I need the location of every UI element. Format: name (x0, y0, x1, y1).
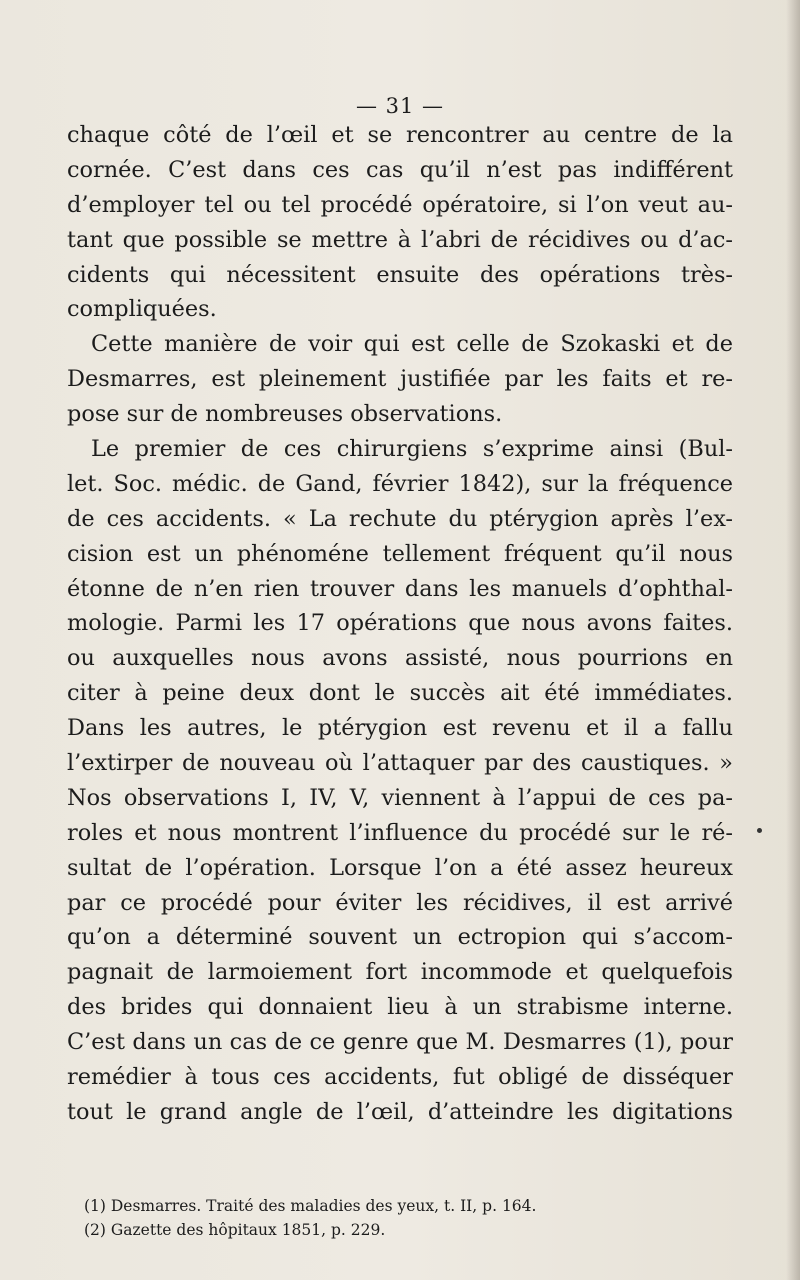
text-line: des brides qui donnaient lieu à un strabisme interne. (67, 994, 733, 1021)
text-line: chaque côté de l’œil et se rencontrer au centre de la (67, 122, 733, 148)
text-line: qu’on a déterminé souvent un ectropion qui s’accom- (67, 924, 733, 951)
footnote: (1) Desmarres. Traité des maladies des yeux, t. II, p. 164. (84, 1197, 537, 1215)
text-line: pose sur de nombreuses observations. (67, 401, 503, 428)
paragraph-start-line: Le premier de ces chirurgiens s’exprime ainsi (Bul- (91, 436, 733, 463)
body-text (67, 118, 733, 1130)
text-line: cidents qui nécessitent ensuite des opérations très- (67, 261, 733, 288)
footnote: (2) Gazette des hôpitaux 1851, p. 229. (84, 1220, 386, 1239)
text-line: roles et nous montrent l’influence du procédé sur le ré- (67, 819, 733, 846)
text-line: mologie. Parmi les 17 opérations que nous avons faites. (67, 610, 733, 637)
text-line: étonne de n’en rien trouver dans les manuels d’ophthal- (67, 575, 733, 602)
text-line: ou auxquelles nous avons assisté, nous pourrions en (67, 645, 733, 672)
text-line: tout le grand angle de l’œil, d’atteindre les digitations (67, 1098, 733, 1125)
page-number: — 31 — (355, 94, 445, 118)
paragraph-start-line: Cette manière de voir qui est celle de Szokaski et de (91, 331, 733, 358)
text-line: C’est dans un cas de ce genre que M. Desmarres (1), pour (67, 1029, 733, 1056)
text-line: pagnait de larmoiement fort incommode et quelquefois (67, 959, 733, 986)
text-line: Desmarres, est pleinement justifiée par les faits et re- (67, 366, 733, 393)
text-line: compliquées. (67, 296, 217, 323)
page-edge-shadow (786, 0, 800, 1280)
text-line: let. Soc. médic. de Gand, février 1842), sur la fréquence (67, 470, 733, 497)
text-line: remédier à tous ces accidents, fut obligé de disséquer (67, 1064, 733, 1091)
text-line: d’employer tel ou tel procédé opératoire, si l’on veut au- (67, 191, 733, 218)
text-line: par ce procédé pour éviter les récidives, il est arrivé (67, 889, 733, 916)
text-line: Nos observations I, IV, V, viennent à l’appui de ces pa- (67, 784, 733, 811)
text-line: cornée. C’est dans ces cas qu’il n’est pas indifférent (67, 156, 733, 183)
footnotes (84, 1195, 724, 1242)
text-line: de ces accidents. « La rechute du ptérygion après l’ex- (67, 505, 733, 532)
text-line: l’extirper de nouveau où l’attaquer par des caustiques. » (67, 750, 733, 777)
text-line: Dans les autres, le ptérygion est revenu et il a fallu (67, 715, 733, 742)
text-line: citer à peine deux dont le succès ait été immédiates. (67, 680, 733, 707)
text-line: tant que possible se mettre à l’abri de récidives ou d’ac- (67, 226, 733, 253)
text-line: cision est un phénoméne tellement fréquent qu’il nous (67, 540, 733, 567)
text-line: sultat de l’opération. Lorsque l’on a été assez heureux (67, 854, 733, 881)
ink-speck (757, 828, 762, 833)
